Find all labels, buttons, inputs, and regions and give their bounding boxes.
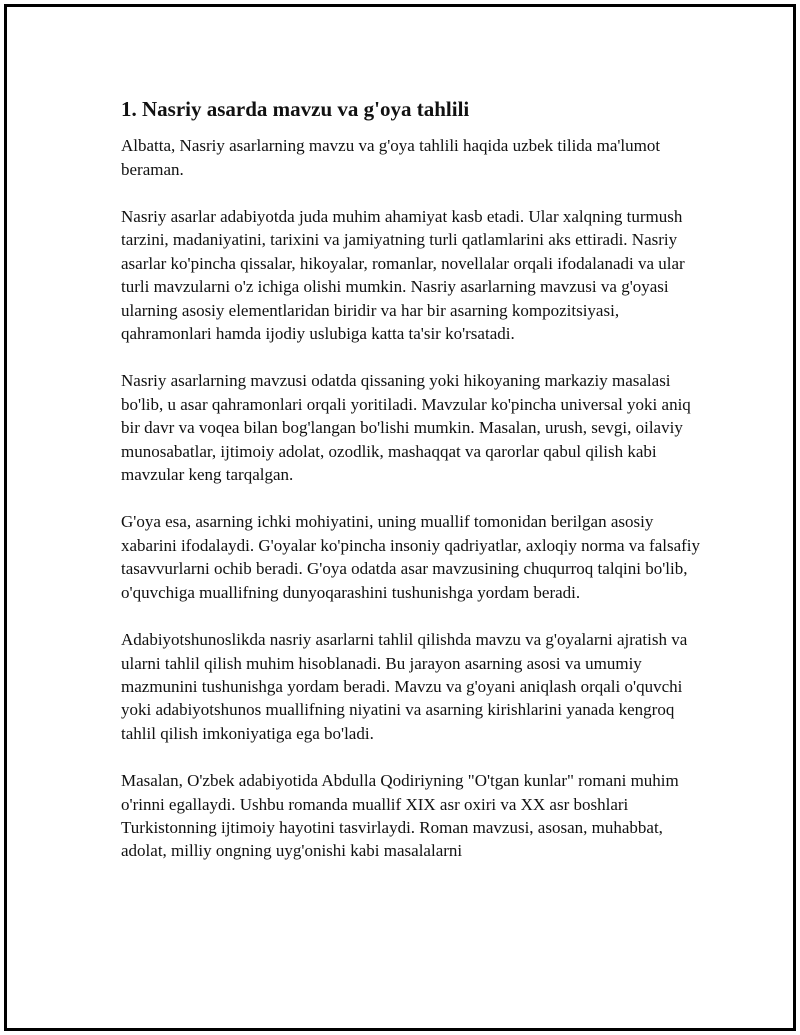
document-title: 1. Nasriy asarda mavzu va g'oya tahlili xyxy=(121,97,470,121)
document-body xyxy=(121,97,701,887)
paragraph-idea: G'oya esa, asarning ichki mohiyatini, uning muallif tomonidan berilgan asosiy xabarini ifodalaydi. G'oyalar ko'pincha insoniy qadriyatlar, axloqiy norma va falsafiy tasavvurlarni ochib beradi. G'oya odatda asar mavzusining chuqurroq talqini bo'lib, o'quvchiga muallifning dunyoqarashini tushunishga yordam beradi. xyxy=(121,512,701,602)
paragraph-theme: Nasriy asarlarning mavzusi odatda qissaning yoki hikoyaning markaziy masalasi bo'lib, u asar qahramonlari orqali yoritiladi. Mavzular ko'pincha universal yoki aniq bir davr va voqea bilan bog'langan bo'lishi mumkin. Masalan, urush, sevgi, oilaviy munosabatlar, ijtimoiy adolat, ozodlik, mashaqqat va qarorlar qabul qilish kabi mavzular keng tarqalgan. xyxy=(121,371,691,485)
paragraph-significance: Nasriy asarlar adabiyotda juda muhim ahamiyat kasb etadi. Ular xalqning turmush tarzini, madaniyatini, tarixini va jamiyatning turli qatlamlarini aks ettiradi. Nasriy asarlar ko'pincha qissalar, hikoyalar, romanlar, novellalar orqali ifodalanadi va ular turli mavzularni o'z ichiga olishi mumkin. Nasriy asarlarning mavzusi va g'oyasi ularning asosiy elementlaridan biridir va har bir asarning kompozitsiyasi, qahramonlari hamda ijodiy uslubiga katta ta'sir ko'rsatadi. xyxy=(121,207,685,344)
paragraph-intro: Albatta, Nasriy asarlarning mavzu va g'oya tahlili haqida uzbek tilida ma'lumot beraman. xyxy=(121,136,661,179)
paragraph-analysis: Adabiyotshunoslikda nasriy asarlarni tahlil qilishda mavzu va g'oyalarni ajratish va ularni tahlil qilish muhim hisoblanadi. Bu jarayon asarning asosi va umumiy mazmunini tushunishga yordam beradi. Mavzu va g'oyani aniqlash orqali o'quvchi yoki adabiyotshunos muallifning niyatini va asarning kirishlarini yanada kengroq tahlil qilish imkoniyatiga ega bo'ladi. xyxy=(121,630,688,743)
page-frame xyxy=(4,4,796,1031)
paragraph-example: Masalan, O'zbek adabiyotida Abdulla Qodiriyning "O'tgan kunlar" romani muhim o'rinni egallaydi. Ushbu romanda muallif XIX asr oxiri va XX asr boshlari Turkistonning ijtimoiy hayotini tasvirlaydi. Roman mavzusi, asosan, muhabbat, adolat, milliy ongning uyg'onishi kabi masalalarni xyxy=(121,771,679,861)
